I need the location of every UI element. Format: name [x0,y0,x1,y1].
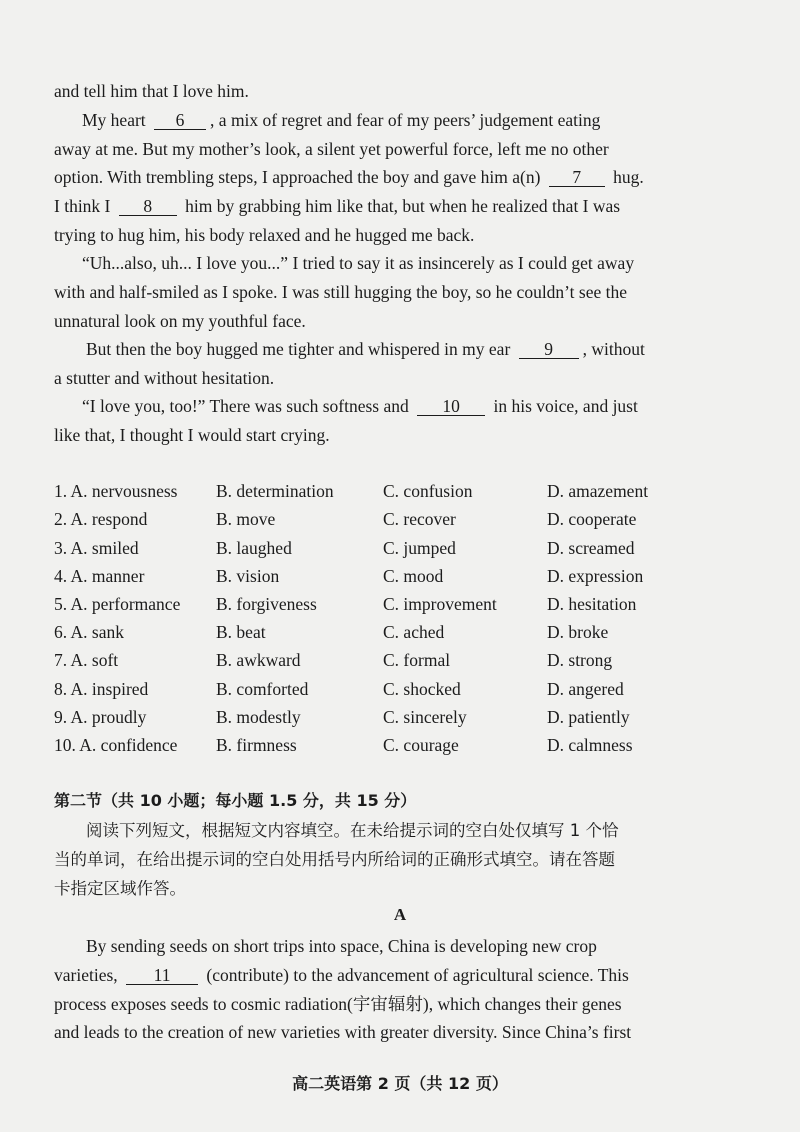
passage-text: (contribute) to the advancement of agricultural science. This [206,965,629,985]
option-c[interactable]: C. jumped [383,538,456,558]
passage-text: option. With trembling steps, I approached the boy and gave him a(n) [54,167,541,187]
option-a[interactable]: 4. A. manner [54,566,145,586]
passage-line [86,936,696,956]
passage-text: and tell him that I love him. [54,81,249,101]
option-a[interactable]: 5. A. performance [54,594,181,614]
passage-text: him by grabbing him like that, but when he realized that I was [185,196,621,216]
passage-text: and leads to the creation of new varieties with greater diversity. Since China’s first [54,1022,632,1042]
option-c[interactable]: C. improvement [383,594,497,614]
option-d[interactable]: D. hesitation [547,594,637,614]
passage-text: varieties, [54,965,118,985]
passage-line [54,368,704,388]
passage-line [54,196,704,216]
passage-text: a stutter and without hesitation. [54,368,275,388]
passage-line [54,225,704,245]
passage-text: “Uh...also, uh... I love you...” I tried to say it as insincerely as I could get away [82,253,635,273]
option-c[interactable]: C. courage [383,735,459,755]
passage-text: hug. [613,167,644,187]
passage-line [82,396,700,416]
passage-line [86,339,696,359]
option-b[interactable]: B. determination [216,481,334,501]
passage-line [82,110,700,130]
option-d[interactable]: D. expression [547,566,644,586]
option-b[interactable]: B. modestly [216,707,301,727]
option-b[interactable]: B. awkward [216,650,301,670]
section-instruction: 阅读下列短文，根据短文内容填空。在未给提示词的空白处仅填写 1 个恰 [86,821,619,840]
passage-line [54,311,704,331]
option-c[interactable]: C. mood [383,566,444,586]
passage-line [54,139,704,159]
passage-text: away at me. But my mother’s look, a silent yet powerful force, left me no other [54,139,609,159]
section-heading: 第二节（共 10 小题；每小题 1.5 分，共 15 分） [54,791,417,810]
passage-line [54,1022,704,1042]
option-d[interactable]: D. angered [547,679,624,699]
option-c[interactable]: C. sincerely [383,707,467,727]
passage-text: process exposes seeds to cosmic radiation(宇宙辐射), which changes their genes [54,994,622,1014]
page-footer: 高二英语第 2 页（共 12 页） [292,1074,508,1093]
option-b[interactable]: B. comforted [216,679,309,699]
blank-10[interactable]: 10 [417,398,485,416]
option-a[interactable]: 1. A. nervousness [54,481,178,501]
option-b[interactable]: B. vision [216,566,280,586]
option-b[interactable]: B. firmness [216,735,297,755]
option-d[interactable]: D. calmness [547,735,633,755]
option-c[interactable]: C. ached [383,622,445,642]
passage-text: “I love you, too!” There was such softness and [82,396,409,416]
passage-line [82,253,700,273]
option-d[interactable]: D. strong [547,650,613,670]
option-b[interactable]: B. forgiveness [216,594,317,614]
passage-text: , without [582,339,645,359]
option-d[interactable]: D. patiently [547,707,630,727]
option-d[interactable]: D. broke [547,622,609,642]
option-d[interactable]: D. screamed [547,538,635,558]
passage-line [54,994,704,1014]
option-c[interactable]: C. formal [383,650,451,670]
option-c[interactable]: C. shocked [383,679,461,699]
passage-line [54,282,704,302]
blank-9[interactable]: 9 [519,341,579,359]
option-c[interactable]: C. recover [383,509,456,529]
blank-8[interactable]: 8 [119,198,177,216]
passage-text: with and half-smiled as I spoke. I was still hugging the boy, so he couldn’t see the [54,282,628,302]
option-a[interactable]: 2. A. respond [54,509,148,529]
option-d[interactable]: D. amazement [547,481,649,501]
passage-title: A [393,905,407,924]
option-a[interactable]: 6. A. sank [54,622,124,642]
option-d[interactable]: D. cooperate [547,509,637,529]
passage-text: trying to hug him, his body relaxed and he hugged me back. [54,225,475,245]
passage-text: , a mix of regret and fear of my peers’ judgement eating [210,110,601,130]
option-b[interactable]: B. beat [216,622,266,642]
option-a[interactable]: 9. A. proudly [54,707,147,727]
option-a[interactable]: 3. A. smiled [54,538,139,558]
passage-text: By sending seeds on short trips into space, China is developing new crop [86,936,597,956]
passage-text: like that, I thought I would start crying. [54,425,330,445]
blank-11[interactable]: 11 [126,967,198,985]
passage-line [54,965,704,985]
passage-line [54,167,704,187]
blank-6[interactable]: 6 [154,112,206,130]
passage-text: in his voice, and just [493,396,638,416]
passage-text: unnatural look on my youthful face. [54,311,306,331]
blank-7[interactable]: 7 [549,169,605,187]
passage-line [54,425,704,445]
option-b[interactable]: B. laughed [216,538,292,558]
section-instruction: 当的单词，在给出提示词的空白处用括号内所给词的正确形式填空。请在答题 [54,850,615,869]
section-instruction: 卡指定区域作答。 [54,879,186,898]
passage-text: I think I [54,196,111,216]
option-b[interactable]: B. move [216,509,276,529]
option-c[interactable]: C. confusion [383,481,473,501]
option-a[interactable]: 8. A. inspired [54,679,149,699]
passage-text: My heart [82,110,146,130]
passage-text: But then the boy hugged me tighter and whispered in my ear [86,339,511,359]
passage-line [54,81,704,101]
option-a[interactable]: 7. A. soft [54,650,119,670]
option-a[interactable]: 10. A. confidence [54,735,178,755]
